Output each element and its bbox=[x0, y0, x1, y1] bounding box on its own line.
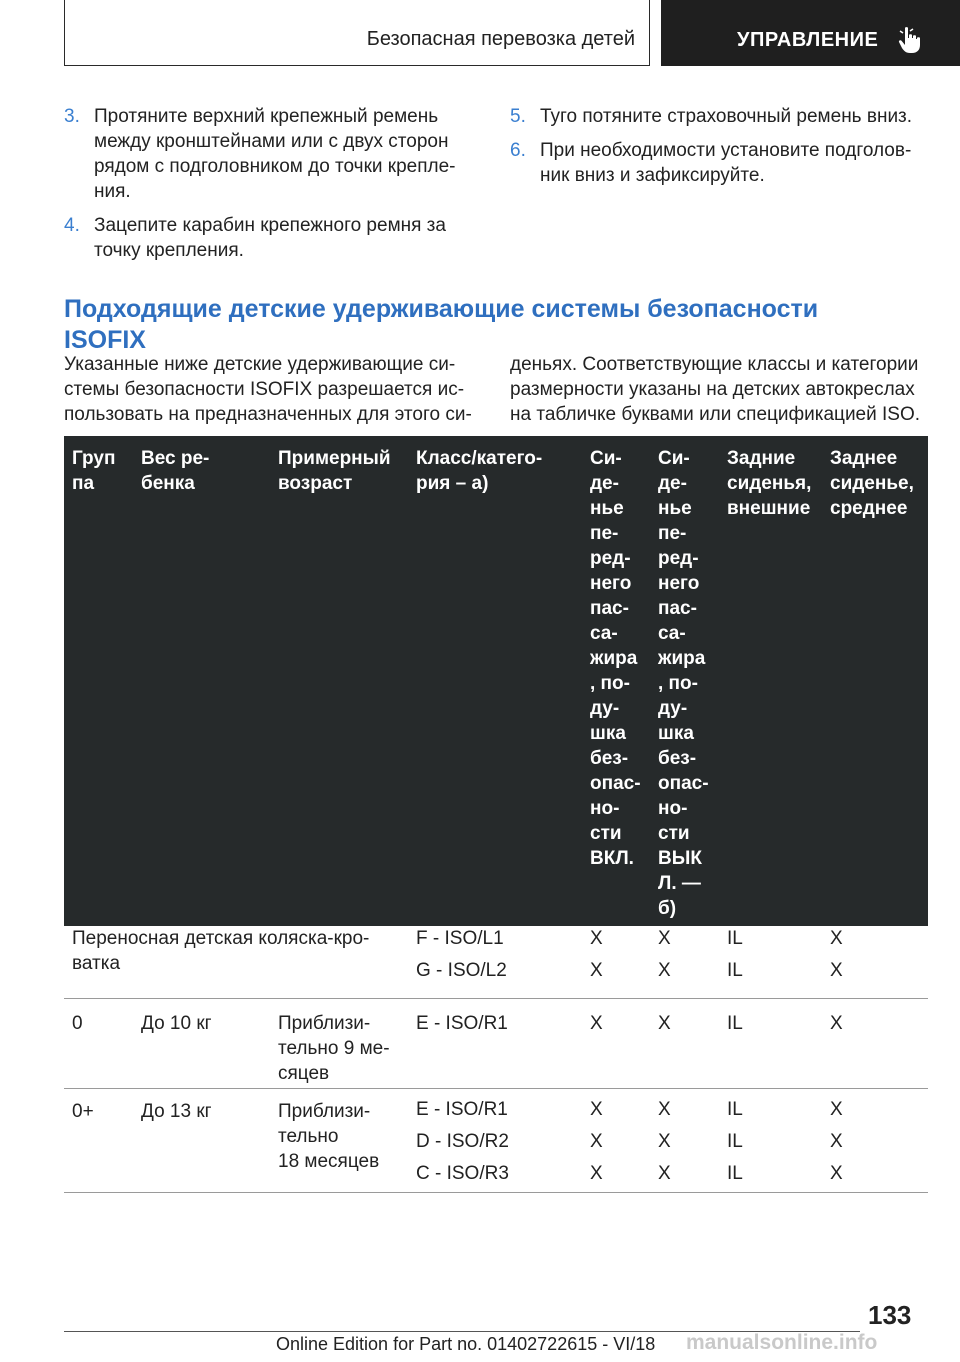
section-title: УПРАВЛЕНИЕ bbox=[737, 29, 879, 51]
cell-group: Переносная детская коляска-кро- ватка bbox=[72, 928, 370, 974]
cell-rear-outer: IL bbox=[727, 1013, 743, 1034]
cell-age: Приблизи- тельно 18 месяцев bbox=[278, 1101, 380, 1172]
cell-group: 0+ bbox=[72, 1101, 94, 1122]
step-text: Протяните верхний крепежный ремень между кронштейнами или с двух сторон рядом с подголовником до точки крепле- ния. bbox=[94, 106, 456, 202]
section-tab bbox=[661, 0, 960, 66]
hand-pointer-icon bbox=[897, 26, 923, 54]
intro-paragraph-left: Указанные ниже детские удерживающие си- стемы безопасности ISOFIX разрешается ис- пользовать на предназначенных для этого си- bbox=[64, 354, 472, 425]
step-text: Туго потяните страховочный ремень вниз. bbox=[540, 106, 913, 127]
step-text: Зацепите карабин крепежного ремня за точку крепления. bbox=[94, 215, 446, 261]
cell-rear-middle: X bbox=[830, 1013, 843, 1034]
cell-weight: До 10 кг bbox=[141, 1013, 212, 1034]
chapter-header-box bbox=[64, 0, 650, 66]
section-heading: Подходящие детские удерживающие системы безопасности ISOFIX bbox=[64, 295, 819, 354]
footer-edition: Online Edition for Part no. 01402722615 - VI/18 bbox=[276, 1334, 656, 1354]
cell-class: F - ISO/L1 G - ISO/L2 bbox=[416, 928, 507, 981]
page-number: 133 bbox=[868, 1300, 912, 1330]
cell-front-on: X X X bbox=[590, 1099, 603, 1184]
cell-front-on: X bbox=[590, 1013, 603, 1034]
header-front-airbag-off: Си- де- нье пе- ред- него пас- са- жира , по- ду- шка без- опас- но- сти ВЫК Л. — б) bbox=[658, 448, 709, 919]
step-5 bbox=[510, 104, 930, 129]
cell-class: E - ISO/R1 bbox=[416, 1013, 508, 1034]
table-row bbox=[64, 1089, 928, 1193]
table-header bbox=[64, 436, 928, 926]
cell-group: 0 bbox=[72, 1013, 83, 1034]
header-class: Класс/катего- рия – a) bbox=[416, 448, 543, 494]
footer-watermark: manualsonline.info bbox=[686, 1331, 878, 1354]
table-row bbox=[64, 999, 928, 1089]
cell-rear-middle: X X bbox=[830, 928, 843, 981]
step-6 bbox=[510, 138, 930, 188]
header-rear-middle: Заднее сиденье, среднее bbox=[830, 448, 914, 519]
step-3 bbox=[64, 104, 464, 204]
cell-front-off: X X bbox=[658, 928, 671, 981]
header-age: Примерный возраст bbox=[278, 448, 391, 494]
cell-rear-outer: IL IL bbox=[727, 928, 743, 981]
step-number: 3. bbox=[64, 106, 80, 127]
cell-age: Приблизи- тельно 9 ме- сяцев bbox=[278, 1013, 390, 1084]
step-number: 4. bbox=[64, 215, 80, 236]
steps-column-right bbox=[510, 104, 930, 197]
cell-class: E - ISO/R1 D - ISO/R2 C - ISO/R3 bbox=[416, 1099, 509, 1184]
cell-rear-middle: X X X bbox=[830, 1099, 843, 1184]
steps-column-left bbox=[64, 104, 464, 272]
step-number: 5. bbox=[510, 106, 526, 127]
header-weight: Вес ре- бенка bbox=[141, 448, 210, 494]
header-group: Груп па bbox=[72, 448, 116, 494]
step-number: 6. bbox=[510, 140, 526, 161]
cell-weight: До 13 кг bbox=[141, 1101, 212, 1122]
cell-front-off: X X X bbox=[658, 1099, 671, 1184]
table-row bbox=[64, 926, 928, 999]
cell-rear-outer: IL IL IL bbox=[727, 1099, 743, 1184]
header-front-airbag-on: Си- де- нье пе- ред- него пас- са- жира , по- ду- шка без- опас- но- сти ВКЛ. bbox=[590, 448, 641, 869]
header-rear-outer: Задние сиденья, внешние bbox=[727, 448, 812, 519]
cell-front-off: X bbox=[658, 1013, 671, 1034]
step-text: При необходимости установите подголов- ник вниз и зафиксируйте. bbox=[540, 140, 912, 186]
step-4 bbox=[64, 213, 464, 263]
chapter-title: Безопасная перевозка детей bbox=[366, 28, 635, 50]
cell-front-on: X X bbox=[590, 928, 603, 981]
intro-paragraph-right: деньях. Соответствующие классы и категории размерности указаны на детских автокреслах на табличке буквами или спецификацией ISO. bbox=[510, 354, 921, 425]
isofix-table bbox=[64, 436, 928, 1193]
